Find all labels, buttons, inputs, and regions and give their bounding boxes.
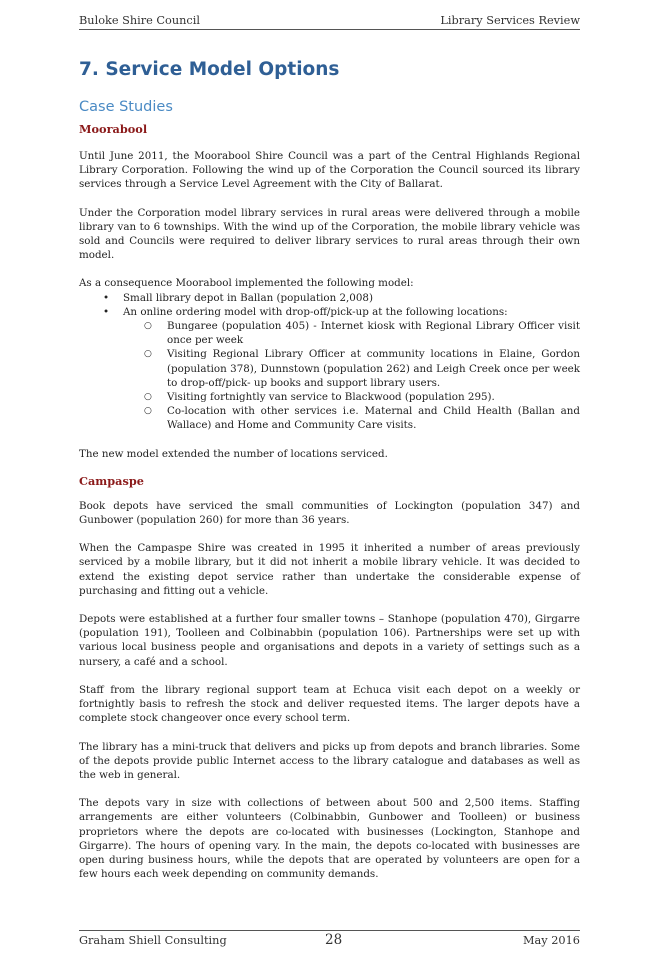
paragraph: The new model extended the number of locations serviced.	[79, 447, 388, 460]
page-title: 7. Service Model Options	[79, 59, 340, 80]
list-item	[79, 291, 580, 305]
sub-bullet-list	[123, 319, 580, 433]
bullet-icon: •	[103, 291, 110, 304]
header-organisation: Buloke Shire Council	[79, 14, 200, 27]
list-item	[123, 319, 580, 347]
circle-bullet-icon: ○	[144, 406, 152, 417]
page-content	[79, 58, 580, 881]
footer-author: Graham Shiell Consulting	[79, 934, 227, 947]
paragraph: Until June 2011, the Moorabool Shire Council was a part of the Central Highlands Regional Library Corporation. Following the wind up of the Corporation the Council sourced its library services through a Service Level Agreement with the City of Ballarat.	[79, 150, 580, 191]
list-item-text: Co-location with other services i.e. Maternal and Child Health (Ballan and Wallace) and Home and Community Care visits.	[167, 405, 580, 432]
circle-bullet-icon: ○	[144, 392, 152, 403]
list-item-text: Visiting Regional Library Officer at community locations in Elaine, Gordon (population 378), Dunnstown (population 262) and Leigh Creek once per week to drop-off/pick- up books and support library users.	[167, 348, 580, 389]
paragraph: Depots were established at a further four smaller towns – Stanhope (population 470), Girgarre (population 191), Toolleen and Colbinabbin (population 106). Partnerships were set up with various local business people and organisations and depots in a variety of settings such as a nursery, a café and a school.	[79, 613, 580, 668]
list-item-text: Small library depot in Ballan (population 2,008)	[123, 291, 373, 304]
page-header	[79, 11, 580, 30]
paragraph: The depots vary in size with collections of between about 500 and 2,500 items. Staffing arrangements are either volunteers (Colbinabbin, Gunbower and Toolleen) or business proprietors where the depots are co-located with businesses (Lockington, Stanhope and Girgarre). The hours of opening vary. In the main, the depots co-located with businesses are open during business hours, while the depots that are operated by volunteers are open for a few hours each week depending on community demands.	[79, 797, 580, 881]
page-footer	[79, 930, 580, 951]
paragraph: As a consequence Moorabool implemented the following model:	[79, 277, 414, 290]
bullet-icon: •	[103, 305, 110, 318]
bullet-list	[79, 291, 580, 433]
section-heading: Case Studies	[79, 99, 173, 115]
list-item-text: Visiting fortnightly van service to Blackwood (population 295).	[167, 391, 495, 404]
campaspe-heading: Campaspe	[79, 473, 144, 488]
page-number: 28	[325, 932, 343, 948]
paragraph: Under the Corporation model library services in rural areas were delivered through a mobile library van to 6 townships. With the wind up of the Corporation, the mobile library vehicle was sold and Councils were required to deliver library services to rural areas through their own model.	[79, 206, 580, 262]
list-item-text: Bungaree (population 405) - Internet kiosk with Regional Library Officer visit once per week	[167, 320, 580, 347]
list-item-text: An online ordering model with drop-off/pick-up at the following locations:	[123, 305, 508, 318]
moorabool-heading: Moorabool	[79, 122, 148, 136]
paragraph: When the Campaspe Shire was created in 1995 it inherited a number of areas previously serviced by a mobile library, but it did not inherit a mobile library vehicle. It was decided to extend the existing depot service rather than undertake the considerable expense of purchasing and fitting out a vehicle.	[79, 542, 580, 597]
paragraph: Book depots have serviced the small communities of Lockington (population 347) and Gunbower (population 260) for more than 36 years.	[79, 499, 580, 527]
header-document-title: Library Services Review	[440, 14, 580, 27]
circle-bullet-icon: ○	[144, 321, 152, 332]
list-item	[79, 305, 580, 433]
footer-date: May 2016	[522, 934, 580, 947]
circle-bullet-icon: ○	[144, 349, 152, 360]
paragraph: Staff from the library regional support team at Echuca visit each depot on a weekly or fortnightly basis to refresh the stock and deliver requested items. The larger depots have a complete stock changeover once every school term.	[79, 683, 580, 725]
list-item	[123, 347, 580, 390]
paragraph: The library has a mini-truck that delivers and picks up from depots and branch libraries. Some of the depots provide public Internet access to the library catalogue and databases as well as the web in general.	[79, 740, 580, 781]
list-item	[123, 390, 580, 404]
list-item	[123, 404, 580, 432]
